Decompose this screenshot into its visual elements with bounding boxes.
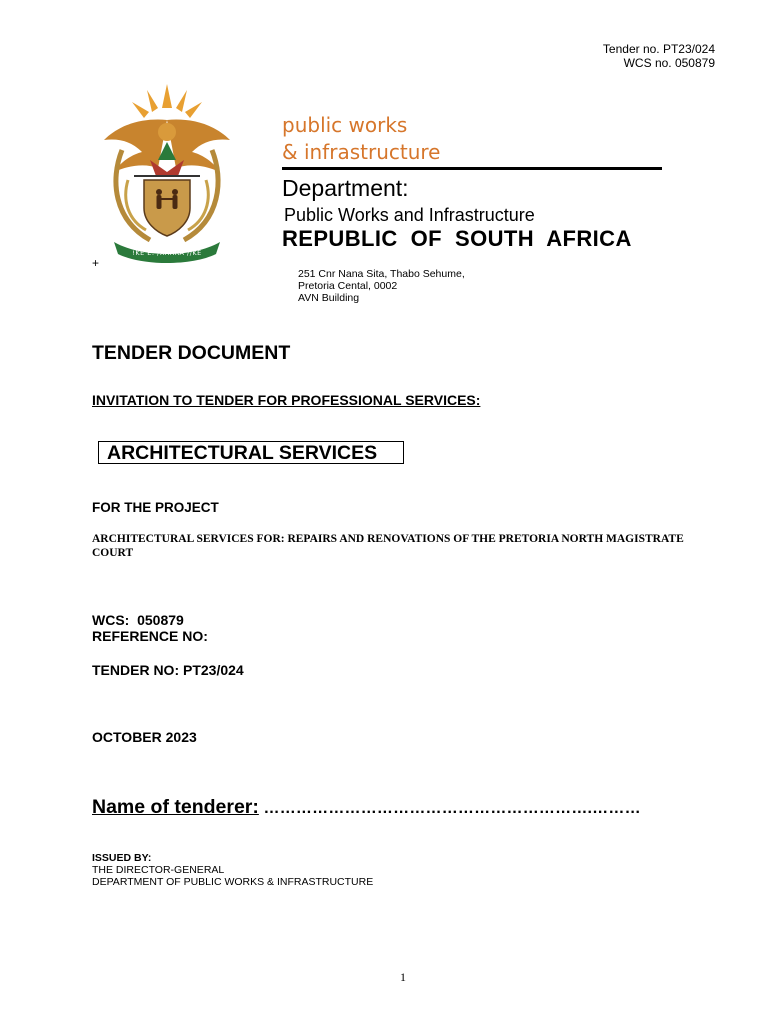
- brand-line-2: & infrastructure: [282, 140, 441, 164]
- page-number: 1: [400, 970, 406, 984]
- department-name: Public Works and Infrastructure: [284, 205, 535, 225]
- service-title-box: ARCHITECTURAL SERVICES: [98, 441, 404, 464]
- tenderer-name-blank: …………………………………………………….………: [258, 800, 641, 817]
- reference-number: REFERENCE NO:: [92, 628, 208, 644]
- brand-line-1: public works: [282, 113, 408, 137]
- tender-number-ref: Tender no. PT23/024: [602, 42, 715, 56]
- tenderer-name-field: [92, 795, 641, 821]
- tenderer-name-label: Name of tenderer:: [92, 796, 259, 818]
- document-date: OCTOBER 2023: [92, 729, 197, 745]
- department-heading: Department:: [282, 175, 409, 201]
- address-line-2: Pretoria Cental, 0002: [298, 280, 398, 292]
- issued-by-block: [92, 852, 373, 888]
- issued-by-label: ISSUED BY:: [92, 852, 152, 864]
- address-line-1: 251 Cnr Nana Sita, Thabo Sehume,: [298, 268, 465, 280]
- issued-by-line-1: THE DIRECTOR-GENERAL: [92, 864, 225, 876]
- plus-mark: +: [92, 256, 100, 270]
- coat-of-arms-icon: [92, 80, 242, 265]
- department-address: [298, 268, 465, 304]
- address-line-3: AVN Building: [298, 292, 360, 304]
- document-title: TENDER DOCUMENT: [92, 342, 291, 364]
- tender-number: TENDER NO: PT23/024: [92, 662, 244, 678]
- for-project-heading: FOR THE PROJECT: [92, 500, 219, 515]
- invitation-heading: INVITATION TO TENDER FOR PROFESSIONAL SERVICES:: [92, 392, 481, 408]
- department-brand-name: [282, 112, 440, 166]
- tender-reference-block: [603, 42, 715, 70]
- wcs-number: WCS: 050879: [92, 612, 184, 628]
- country-name: REPUBLIC OF SOUTH AFRICA: [282, 226, 632, 251]
- project-description: ARCHITECTURAL SERVICES FOR: REPAIRS AND RENOVATIONS OF THE PRETORIA NORTH MAGISTRATE COURT: [92, 533, 684, 559]
- letterhead-divider: [282, 167, 662, 170]
- issued-by-line-2: DEPARTMENT OF PUBLIC WORKS & INFRASTRUCTURE: [92, 876, 374, 888]
- wcs-number-ref: WCS no. 050879: [623, 56, 715, 70]
- svg-text:!KE E: /XARRA //KE: !KE E: /XARRA //KE: [132, 249, 202, 257]
